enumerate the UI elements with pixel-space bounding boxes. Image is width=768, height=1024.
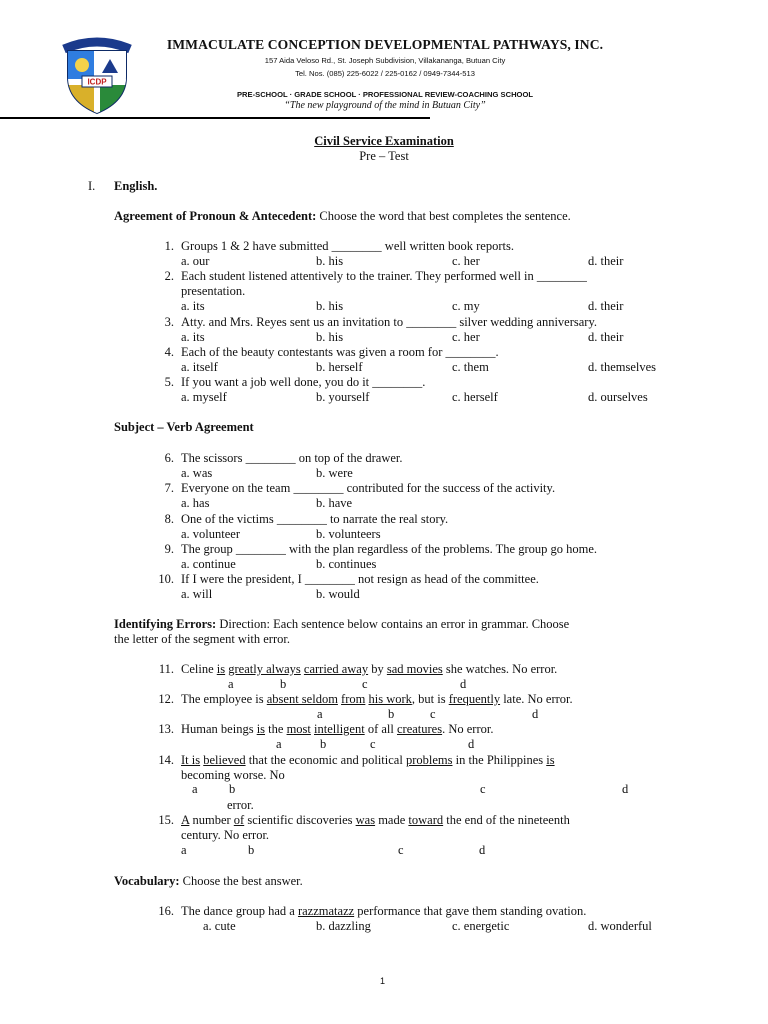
segment-letter: b bbox=[248, 843, 255, 857]
sv-heading: Subject – Verb Agreement bbox=[114, 420, 254, 434]
question-number: 10. bbox=[158, 572, 174, 586]
answer-option: a. itself bbox=[181, 360, 218, 374]
answer-option: d. themselves bbox=[588, 360, 657, 374]
question-text-cont: becoming worse. No bbox=[181, 768, 285, 782]
answer-option: a. cute bbox=[203, 919, 236, 933]
error-segment: is bbox=[256, 722, 266, 736]
answer-option: c. my bbox=[452, 299, 480, 313]
question-number: 9. bbox=[164, 542, 174, 556]
answer-option: a. was bbox=[181, 466, 213, 480]
sentence-segment: of all bbox=[364, 722, 397, 736]
question-text: Each of the beauty contestants was given a room for ________. bbox=[181, 345, 499, 359]
question-number: 5. bbox=[164, 375, 174, 389]
question-number: 11. bbox=[158, 662, 174, 676]
question-text: Each student listened attentively to the trainer. They performed well in ________ bbox=[181, 269, 587, 283]
answer-option: b. were bbox=[316, 466, 353, 480]
question-text: If I were the president, I ________ not resign as head of the committee. bbox=[181, 572, 539, 586]
segment-letter: d bbox=[479, 843, 486, 857]
sentence-segment: Human beings bbox=[181, 722, 257, 736]
error-segment: sad movies bbox=[386, 662, 443, 676]
question-text: Groups 1 & 2 have submitted ________ well written book reports. bbox=[181, 239, 514, 253]
exam-subtitle: Pre – Test bbox=[359, 149, 409, 163]
question-number: 15. bbox=[158, 813, 174, 827]
error-segment: of bbox=[233, 813, 245, 827]
error-segment: greatly always bbox=[228, 662, 301, 676]
errors-heading: Identifying Errors: bbox=[114, 617, 217, 631]
error-segment: is bbox=[216, 662, 226, 676]
sentence-segment: The dance group had a bbox=[181, 904, 298, 918]
question-text: One of the victims ________ to narrate the real story. bbox=[181, 512, 449, 526]
segment-letter: d bbox=[468, 737, 475, 751]
segment-letter: c bbox=[480, 782, 486, 796]
question-text-cont: error. bbox=[227, 798, 254, 812]
error-segment: believed bbox=[203, 753, 246, 767]
question-number: 14. bbox=[158, 753, 174, 767]
segment-letter: a bbox=[228, 677, 234, 691]
answer-option: b. his bbox=[316, 330, 344, 344]
header-divider bbox=[0, 117, 430, 119]
error-segment: his work bbox=[368, 692, 412, 706]
pronoun-heading: Agreement of Pronoun & Antecedent: bbox=[114, 209, 317, 223]
answer-option: b. have bbox=[316, 496, 353, 510]
segment-letter: b bbox=[280, 677, 287, 691]
sentence-segment: by bbox=[368, 662, 387, 676]
question-number: 3. bbox=[164, 315, 174, 329]
errors-instruction-1: Direction: Each sentence below contains an error in grammar. Choose bbox=[216, 617, 570, 631]
answer-option: b. dazzling bbox=[316, 919, 371, 933]
institution-motto: “The new playground of the mind in Butuan City” bbox=[284, 100, 486, 111]
segment-letter: a bbox=[317, 707, 323, 721]
sentence-segment: number bbox=[189, 813, 234, 827]
question-text: Everyone on the team ________ contributed for the success of the activity. bbox=[181, 481, 556, 495]
error-segment: problems bbox=[405, 753, 453, 767]
segment-letter: c bbox=[362, 677, 368, 691]
answer-option: b. continues bbox=[316, 557, 377, 571]
answer-option: d. ourselves bbox=[588, 390, 648, 404]
error-segment: is bbox=[546, 753, 555, 767]
answer-option: b. herself bbox=[316, 360, 363, 374]
error-segment: frequently bbox=[448, 692, 501, 706]
error-segment: creatures bbox=[396, 722, 443, 736]
vocab-instruction: Choose the best answer. bbox=[179, 874, 303, 888]
sentence-segment: in the Philippines bbox=[452, 753, 547, 767]
error-segment: from bbox=[341, 692, 366, 706]
answer-option: a. will bbox=[181, 587, 213, 601]
answer-option: a. our bbox=[181, 254, 210, 268]
section-numeral: I. bbox=[88, 179, 96, 193]
vocab-directions bbox=[114, 874, 303, 889]
pronoun-instruction: Choose the word that best completes the sentence. bbox=[316, 209, 571, 223]
segment-letter: c bbox=[430, 707, 436, 721]
segment-letter: c bbox=[370, 737, 376, 751]
sentence-segment: she watches. No error. bbox=[442, 662, 558, 676]
answer-option: c. herself bbox=[452, 390, 498, 404]
segment-letter: c bbox=[398, 843, 404, 857]
page-number: 1 bbox=[380, 976, 386, 986]
answer-option: d. their bbox=[588, 299, 624, 313]
errors-directions bbox=[114, 617, 569, 632]
answer-option: c. them bbox=[452, 360, 489, 374]
errors-instruction-2: the letter of the segment with error. bbox=[114, 632, 290, 646]
question-text: presentation. bbox=[181, 284, 246, 298]
answer-option: a. has bbox=[181, 496, 210, 510]
sentence-segment: scientific discoveries bbox=[244, 813, 356, 827]
question-text: The group ________ with the plan regardless of the problems. The group go home. bbox=[181, 542, 598, 556]
answer-option: c. energetic bbox=[452, 919, 510, 933]
vocab-word: razzmatazz bbox=[297, 904, 355, 918]
svg-text:ICDP: ICDP bbox=[87, 77, 107, 87]
answer-option: d. wonderful bbox=[588, 919, 652, 933]
vocab-heading: Vocabulary: bbox=[114, 874, 180, 888]
question-number: 8. bbox=[164, 512, 174, 526]
error-segment: A bbox=[181, 813, 190, 827]
sentence-segment: made bbox=[375, 813, 409, 827]
institution-programs: PRE-SCHOOL · GRADE SCHOOL · PROFESSIONAL REVIEW-COACHING SCHOOL bbox=[236, 90, 534, 99]
question-text bbox=[181, 753, 555, 768]
question-text bbox=[181, 904, 586, 919]
segment-letter: d bbox=[532, 707, 539, 721]
question-number: 12. bbox=[158, 692, 174, 706]
answer-option: c. her bbox=[452, 254, 480, 268]
answer-option: a. myself bbox=[181, 390, 227, 404]
question-number: 6. bbox=[164, 451, 174, 465]
question-number: 2. bbox=[164, 269, 174, 283]
question-number: 1. bbox=[164, 239, 174, 253]
sentence-segment: , but is bbox=[411, 692, 449, 706]
sentence-segment: the end of the nineteenth bbox=[443, 813, 570, 827]
answer-option: b. his bbox=[316, 299, 344, 313]
error-segment: most bbox=[286, 722, 311, 736]
section-title: English. bbox=[114, 179, 158, 193]
error-segment: absent seldom bbox=[266, 692, 338, 706]
sentence-segment: late. No error. bbox=[500, 692, 573, 706]
answer-option: b. volunteers bbox=[316, 527, 381, 541]
question-text: If you want a job well done, you do it ________. bbox=[181, 375, 426, 389]
error-segment: carried away bbox=[303, 662, 369, 676]
error-segment: toward bbox=[408, 813, 444, 827]
question-text bbox=[181, 722, 493, 737]
segment-letter: a bbox=[276, 737, 282, 751]
sentence-segment: that the economic and political bbox=[245, 753, 406, 767]
error-segment: intelligent bbox=[314, 722, 365, 736]
pronoun-directions bbox=[114, 209, 571, 224]
institution-address: 157 Aida Veloso Rd., St. Joseph Subdivision, Villakananga, Butuan City bbox=[264, 56, 506, 65]
error-segment: was bbox=[355, 813, 376, 827]
answer-option: c. her bbox=[452, 330, 480, 344]
question-text bbox=[181, 813, 570, 828]
institution-phones: Tel. Nos. (085) 225-6022 / 225-0162 / 0949-7344-513 bbox=[295, 69, 475, 78]
sentence-segment: . No error. bbox=[442, 722, 494, 736]
question-number: 16. bbox=[158, 904, 174, 918]
answer-option: a. its bbox=[181, 299, 205, 313]
institution-name: IMMACULATE CONCEPTION DEVELOPMENTAL PATHWAYS, INC. bbox=[166, 37, 604, 52]
answer-option: a. continue bbox=[181, 557, 236, 571]
answer-option: b. his bbox=[316, 254, 344, 268]
segment-letter: d bbox=[460, 677, 467, 691]
sentence-segment: The employee is bbox=[181, 692, 267, 706]
question-text bbox=[181, 692, 573, 707]
sentence-segment: performance that gave them standing ovation. bbox=[354, 904, 587, 918]
segment-letter: b bbox=[388, 707, 395, 721]
answer-option: b. would bbox=[316, 587, 360, 601]
answer-option: b. yourself bbox=[316, 390, 370, 404]
segment-letter: a bbox=[181, 843, 187, 857]
exam-title: Civil Service Examination bbox=[314, 134, 454, 148]
sentence-segment: Celine bbox=[181, 662, 217, 676]
answer-option: d. their bbox=[588, 330, 624, 344]
answer-option: a. its bbox=[181, 330, 205, 344]
answer-option: d. their bbox=[588, 254, 624, 268]
segment-letter: b bbox=[229, 782, 236, 796]
question-text-cont: century. No error. bbox=[181, 828, 270, 842]
school-logo bbox=[58, 33, 136, 115]
question-number: 13. bbox=[158, 722, 174, 736]
question-number: 4. bbox=[164, 345, 174, 359]
answer-option: a. volunteer bbox=[181, 527, 241, 541]
sentence-segment: the bbox=[265, 722, 287, 736]
segment-letter: a bbox=[192, 782, 198, 796]
question-number: 7. bbox=[164, 481, 174, 495]
segment-letter: b bbox=[320, 737, 327, 751]
segment-letter: d bbox=[622, 782, 629, 796]
question-text: The scissors ________ on top of the drawer. bbox=[181, 451, 403, 465]
question-text: Atty. and Mrs. Reyes sent us an invitation to ________ silver wedding anniversary. bbox=[181, 315, 598, 329]
question-text bbox=[181, 662, 557, 677]
error-segment: It is bbox=[181, 753, 201, 767]
